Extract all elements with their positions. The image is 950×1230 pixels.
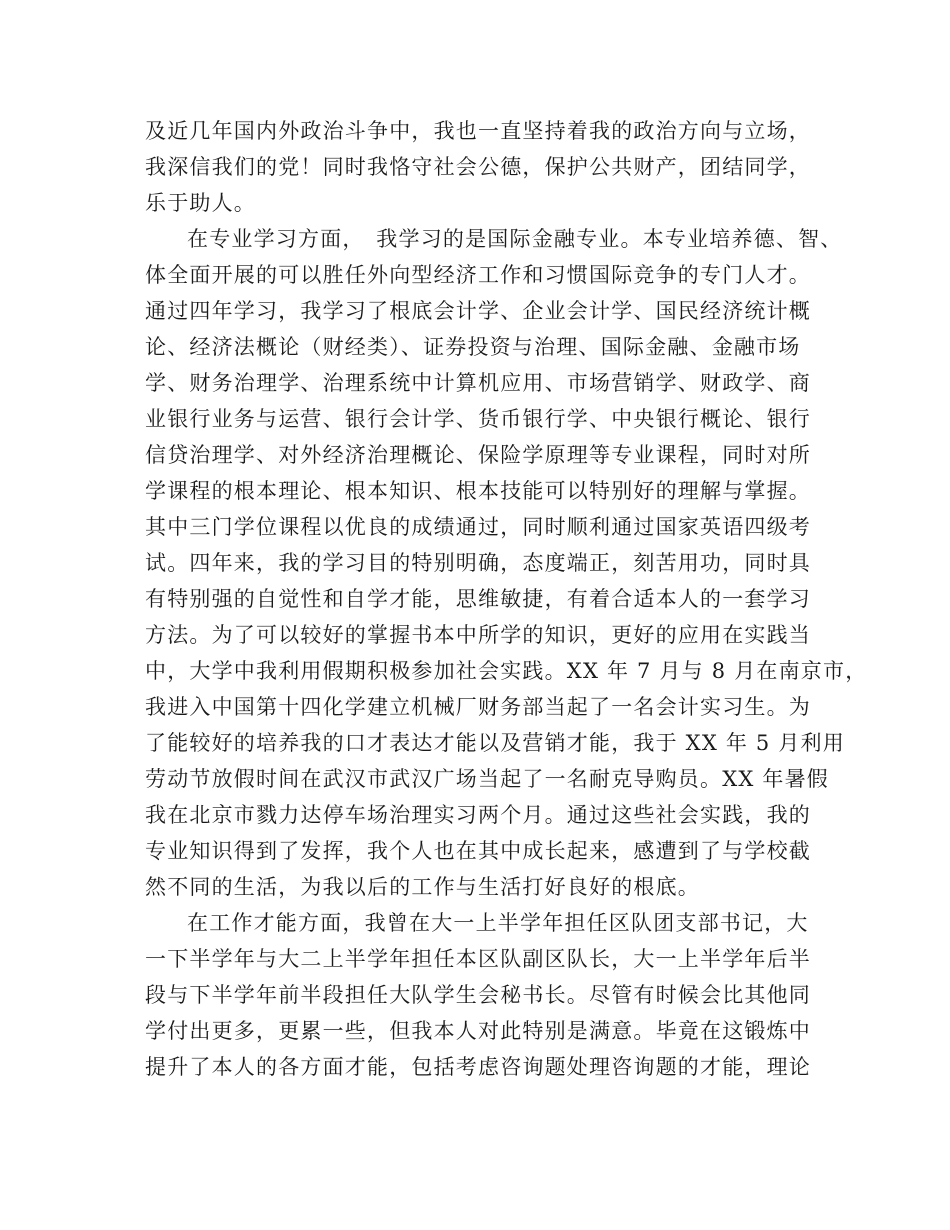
text-line: 然不同的生活，为我以后的工作与生活打好良好的根底。 bbox=[145, 875, 700, 899]
text-line: 有特别强的自觉性和自学才能，思维敏捷，有着合适本人的一套学习 bbox=[145, 587, 811, 611]
text-line: 中，大学中我利用假期积极参加社会实践。XX 年 7 月与 8 月在南京市， bbox=[145, 659, 868, 683]
text-line: 在工作才能方面，我曾在大一上半学年担任区队团支部书记，大 bbox=[187, 911, 809, 935]
text-line: 试。四年来，我的学习目的特别明确，态度端正，刻苦用功，同时具 bbox=[145, 551, 811, 575]
text-line: 体全面开展的可以胜任外向型经济工作和习惯国际竞争的专门人才。 bbox=[145, 263, 811, 287]
text-line: 乐于助人。 bbox=[145, 191, 256, 215]
text-line: 在专业学习方面， 我学习的是国际金融专业。本专业培养德、智、 bbox=[187, 227, 843, 251]
text-line: 段与下半学年前半段担任大队学生会秘书长。尽管有时候会比其他同 bbox=[145, 983, 811, 1007]
text-line: 我进入中国第十四化学建立机械厂财务部当起了一名会计实习生。为 bbox=[145, 695, 811, 719]
text-line: 我在北京市戮力达停车场治理实习两个月。通过这些社会实践，我的 bbox=[145, 803, 811, 827]
text-line: 及近几年国内外政治斗争中，我也一直坚持着我的政治方向与立场， bbox=[145, 119, 811, 143]
body-text bbox=[145, 113, 868, 1085]
text-line: 论、经济法概论（财经类）、证券投资与治理、国际金融、金融市场 bbox=[145, 335, 801, 359]
text-line: 信贷治理学、对外经济治理概论、保险学原理等专业课程，同时对所 bbox=[145, 443, 811, 467]
text-line: 劳动节放假时间在武汉市武汉广场当起了一名耐克导购员。XX 年暑假 bbox=[145, 767, 829, 791]
text-line: 业银行业务与运营、银行会计学、货币银行学、中央银行概论、银行 bbox=[145, 407, 811, 431]
text-line: 一下半学年与大二上半学年担任本区队副区队长，大一上半学年后半 bbox=[145, 947, 811, 971]
text-line: 学付出更多，更累一些，但我本人对此特别是满意。毕竟在这锻炼中 bbox=[145, 1019, 811, 1043]
text-line: 专业知识得到了发挥，我个人也在其中成长起来，感遭到了与学校截 bbox=[145, 839, 811, 863]
text-line: 通过四年学习，我学习了根底会计学、企业会计学、国民经济统计概 bbox=[145, 299, 811, 323]
text-line: 了能较好的培养我的口才表达才能以及营销才能，我于 XX 年 5 月利用 bbox=[145, 731, 845, 755]
text-line: 我深信我们的党！同时我恪守社会公德，保护公共财产，团结同学， bbox=[145, 155, 811, 179]
text-line: 学、财务治理学、治理系统中计算机应用、市场营销学、财政学、商 bbox=[145, 371, 811, 395]
text-line: 学课程的根本理论、根本知识、根本技能可以特别好的理解与掌握。 bbox=[145, 479, 811, 503]
text-line: 提升了本人的各方面才能，包括考虑咨询题处理咨询题的才能，理论 bbox=[145, 1055, 811, 1079]
text-line: 其中三门学位课程以优良的成绩通过，同时顺利通过国家英语四级考 bbox=[145, 515, 811, 539]
text-line: 方法。为了可以较好的掌握书本中所学的知识，更好的应用在实践当 bbox=[145, 623, 811, 647]
